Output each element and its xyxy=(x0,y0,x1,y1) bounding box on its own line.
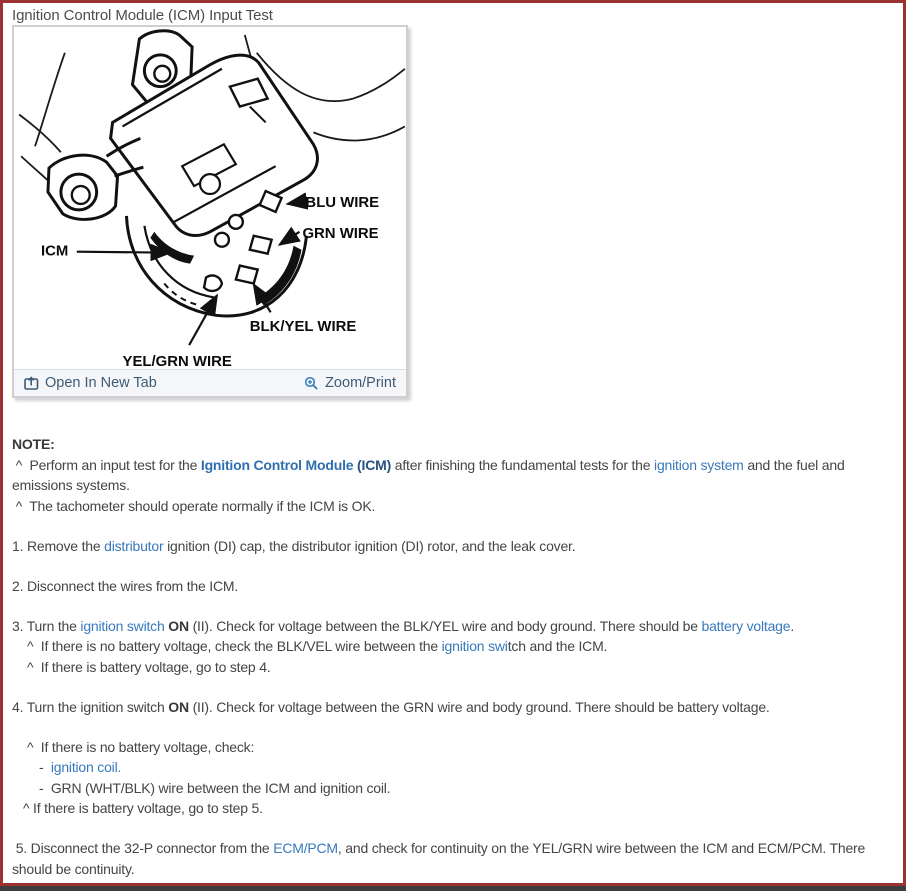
text-run: ignition (DI) cap, the distributor ignition (DI) rotor, and the leak cover. xyxy=(163,537,576,554)
paragraph xyxy=(12,576,896,597)
inline-link[interactable]: ignition swi xyxy=(441,638,508,654)
text-run: tch and the ICM. xyxy=(507,638,608,654)
text-run: NOTE: xyxy=(12,436,55,452)
icm-distributor-diagram xyxy=(14,27,406,367)
text-run: ON xyxy=(168,617,189,634)
text-run: after finishing the fundamental tests for the xyxy=(391,456,655,473)
paragraph-block xyxy=(12,838,896,879)
paragraph xyxy=(12,455,896,496)
text-run: ^ The tachometer should operate normally if the ICM is OK. xyxy=(12,497,376,514)
paragraph-block xyxy=(12,697,896,718)
text-run: 2. Disconnect the wires from the ICM. xyxy=(12,577,239,594)
inline-link[interactable]: Ignition Control Module xyxy=(200,456,358,473)
zoom-print-link[interactable] xyxy=(304,375,396,391)
paragraph xyxy=(12,536,896,557)
paragraph xyxy=(12,757,896,778)
open-in-new-tab-link[interactable] xyxy=(24,375,157,391)
inline-link[interactable]: distributor xyxy=(104,537,164,554)
paragraph-block xyxy=(12,576,896,597)
inline-link[interactable]: ignition coil. xyxy=(50,759,122,775)
text-run: and the fuel and emissions systems. xyxy=(12,456,849,493)
text-run: , and check for continuity on the YEL/GRN wire between the ICM and ECM/PCM. There should be continuity. xyxy=(12,840,869,877)
text-run: ^ Perform an input test for the xyxy=(12,456,201,473)
text-run: ON xyxy=(168,698,189,715)
paragraph xyxy=(12,657,896,678)
paragraph-block xyxy=(12,434,896,516)
text-run: 4. Turn the ignition switch xyxy=(12,698,169,715)
open-in-new-tab-label: Open In New Tab xyxy=(45,375,157,391)
inline-link[interactable]: ignition system xyxy=(654,456,744,473)
text-run: ^ If there is no battery voltage, check the BLK/VEL wire between the xyxy=(27,638,442,654)
text-run: 1. Remove the xyxy=(12,537,105,554)
window-bottom-edge xyxy=(0,886,906,891)
text-run: . xyxy=(790,617,795,634)
paragraph xyxy=(12,798,896,819)
text-run: ^ If there is no battery voltage, check: xyxy=(27,738,255,755)
paragraph xyxy=(12,697,896,718)
inline-link[interactable]: ignition switch xyxy=(80,617,165,634)
text-run: 3. Turn the xyxy=(12,617,81,634)
text-run: - xyxy=(39,759,51,775)
diagram-label-blu-wire: BLU WIRE xyxy=(305,194,380,211)
text-run: 5. Disconnect the 32-P connector from the xyxy=(12,840,274,856)
text-run: (II). Check for voltage between the GRN wire and body ground. There should be battery voltage. xyxy=(188,698,770,715)
diagram-toolbar xyxy=(14,369,406,396)
paragraph xyxy=(12,616,896,637)
paragraph xyxy=(12,838,896,879)
open-in-new-tab-icon xyxy=(24,376,39,390)
paragraph xyxy=(12,496,896,517)
page-title: Ignition Control Module (ICM) Input Test xyxy=(12,7,273,24)
zoom-print-label: Zoom/Print xyxy=(325,375,396,391)
text-run: - GRN (WHT/BLK) wire between the ICM and ignition coil. xyxy=(39,779,391,796)
inline-link[interactable]: battery voltage xyxy=(701,617,791,634)
paragraph xyxy=(12,434,896,455)
inline-link[interactable]: ECM/PCM xyxy=(273,840,338,856)
text-run: (II). Check for voltage between the BLK/YEL wire and body ground. There should be xyxy=(188,617,702,634)
text-run: ^ If there is battery voltage, go to step 5. xyxy=(23,800,263,816)
instructions xyxy=(12,434,896,886)
paragraph-block xyxy=(12,616,896,678)
paragraph xyxy=(12,636,896,657)
magnifier-plus-icon xyxy=(304,376,319,391)
diagram-frame xyxy=(12,25,408,398)
diagram-label-blk-yel-wire: BLK/YEL WIRE xyxy=(249,319,357,336)
diagram-label-icm: ICM xyxy=(40,243,69,260)
paragraph-block xyxy=(12,737,896,819)
paragraph xyxy=(12,778,896,799)
diagram-label-yel-grn-wire: YEL/GRN WIRE xyxy=(122,354,232,367)
text-run: ^ If there is battery voltage, go to step 4. xyxy=(27,658,271,675)
diagram-label-grn-wire: GRN WIRE xyxy=(302,225,379,242)
inline-link[interactable]: (ICM) xyxy=(357,456,392,473)
paragraph-block xyxy=(12,536,896,557)
paragraph xyxy=(12,737,896,758)
